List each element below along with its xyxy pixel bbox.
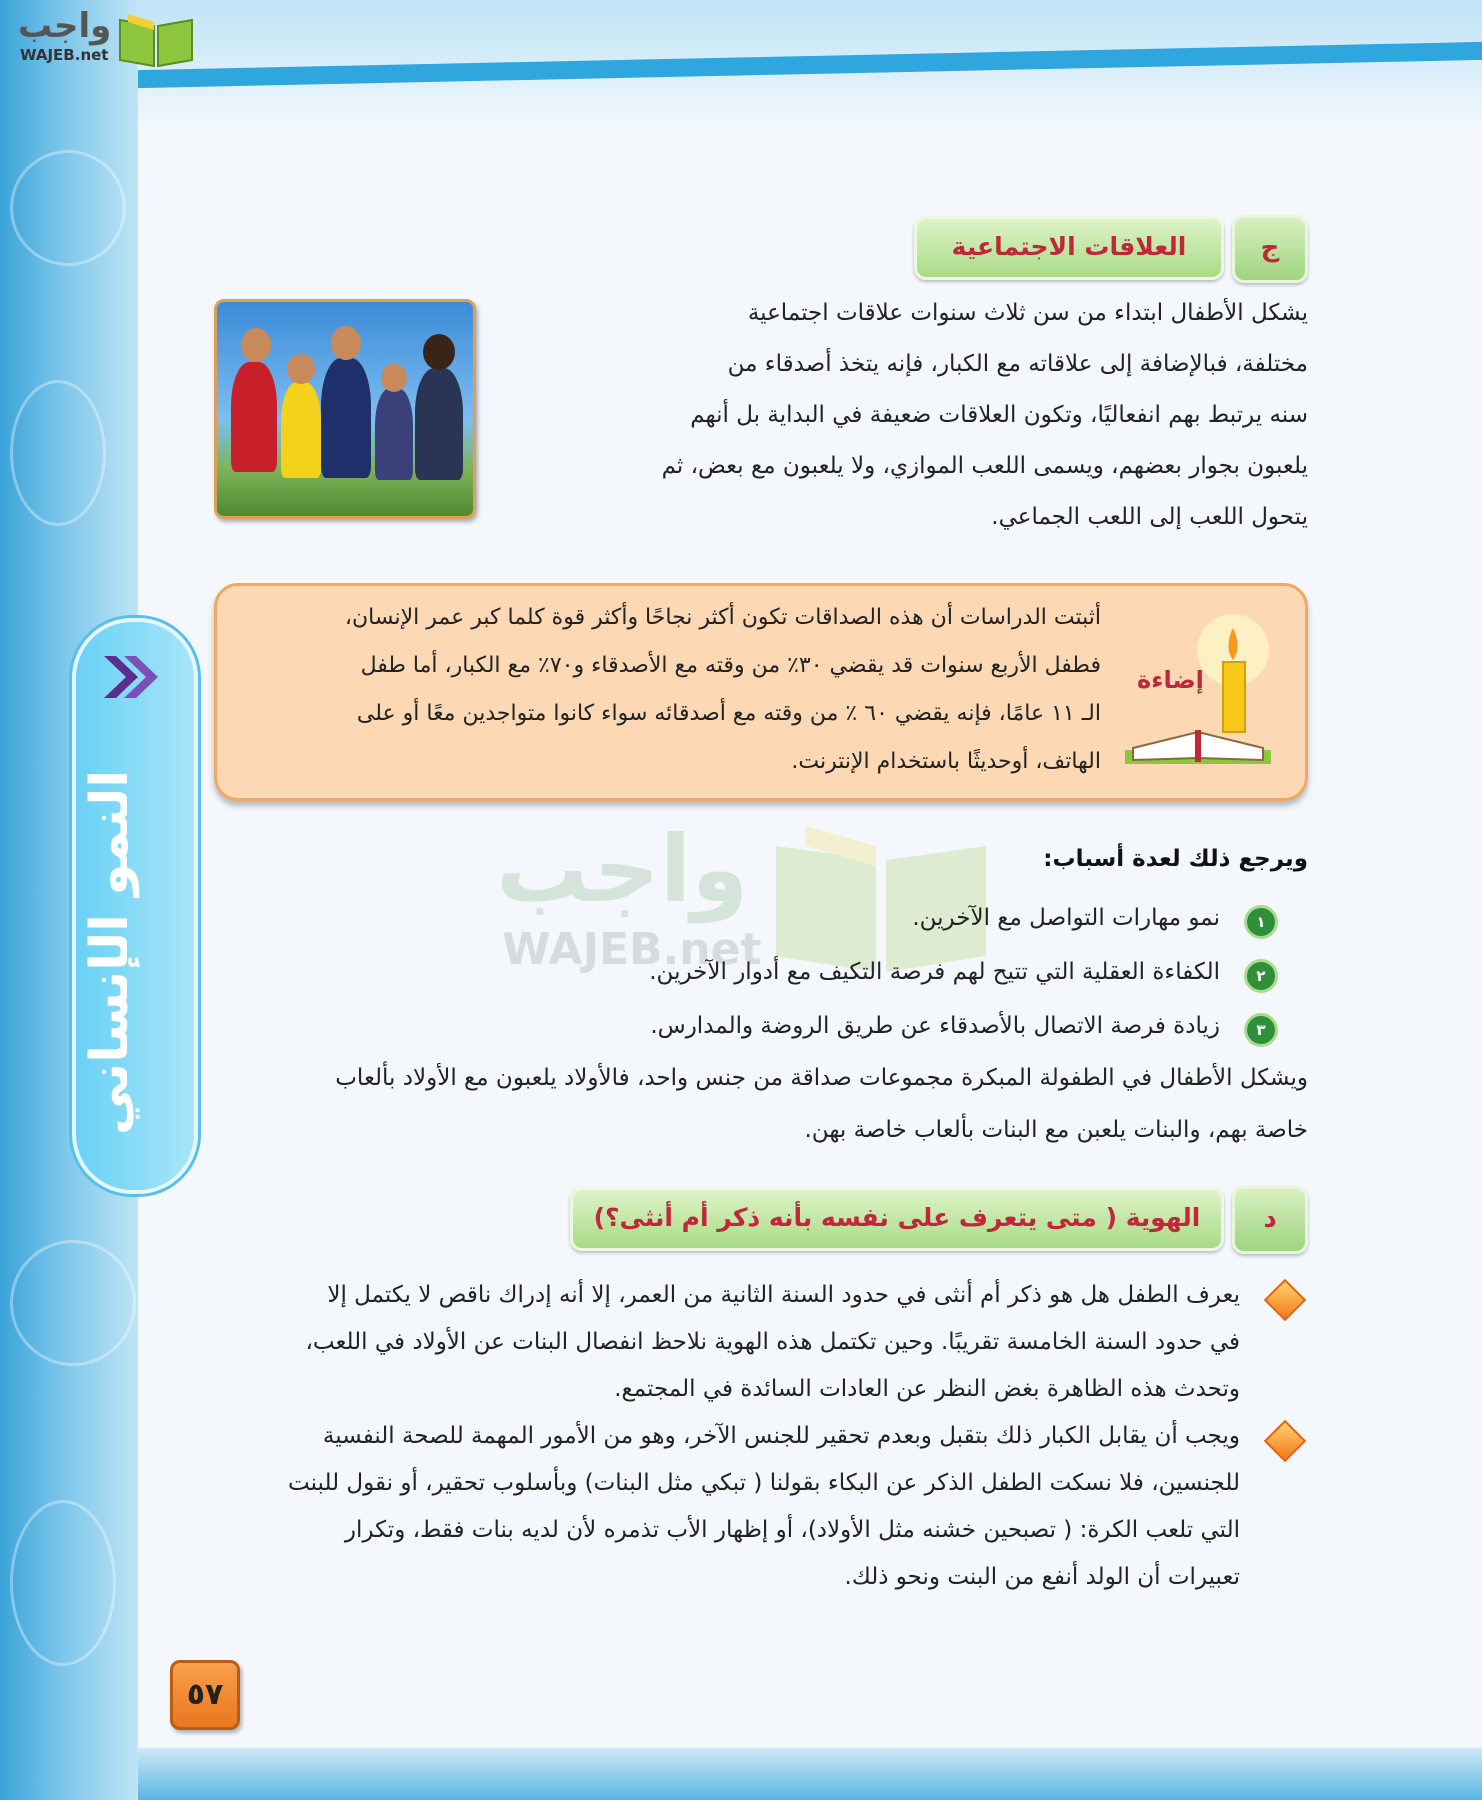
- photo-figure: [415, 368, 463, 480]
- text-line: تعبيرات أن الولد أنفع من البنت ونحو ذلك.: [844, 1564, 1240, 1590]
- reasons-after-text: [214, 1052, 1308, 1156]
- logo-sub: WAJEB.net: [20, 46, 109, 64]
- text-line: وتحدث هذه الظاهرة بغض النظر عن العادات السائدة في المجتمع.: [614, 1376, 1240, 1402]
- bottom-band: [138, 1748, 1482, 1800]
- logo-word: واجب: [18, 6, 112, 46]
- text-line: ويشكل الأطفال في الطفولة المبكرة مجموعات صداقة من جنس واحد، فالأولاد يلعبون مع الأولاد بألعاب: [335, 1065, 1308, 1091]
- text-line: مختلفة، فبالإضافة إلى علاقاته مع الكبار، فإنه يتخذ أصدقاء من: [727, 351, 1308, 377]
- text-line: يتحول اللعب إلى اللعب الجماعي.: [991, 504, 1308, 530]
- reason-item: زيادة فرصة الاتصال بالأصدقاء عن طريق الروضة والمدارس.: [650, 1013, 1220, 1039]
- section-c-text: [604, 288, 1308, 543]
- photo-figure: [375, 388, 413, 480]
- section-d-bullet-1: [210, 1272, 1240, 1413]
- swirl-ornament: [10, 150, 126, 266]
- watermark-word: واجب: [496, 816, 749, 923]
- swirl-ornament: [10, 1500, 116, 1666]
- note-label: إضاءة: [1137, 666, 1204, 694]
- section-d-bullet-2: [210, 1413, 1240, 1601]
- text-line: يشكل الأطفال ابتداء من سن ثلاث سنوات علاقات اجتماعية: [747, 300, 1308, 326]
- text-line: التي تلعب الكرة: ( تصبحين خشنه مثل الأولاد)، أو إظهار الأب تذمره لأن لديه بنات فقط، وتكرار: [344, 1517, 1240, 1543]
- children-playing-photo: [214, 299, 476, 519]
- reason-item: نمو مهارات التواصل مع الآخرين.: [912, 905, 1220, 931]
- photo-figure-head: [331, 326, 361, 360]
- photo-figure-head: [287, 354, 315, 384]
- chevron-double-icon: [100, 652, 164, 702]
- page-number: ٥٧: [170, 1660, 240, 1730]
- section-c-title: العلاقات الاجتماعية: [914, 216, 1224, 280]
- watermark-sub: WAJEB.net: [502, 924, 762, 975]
- highlight-note-box: [214, 583, 1308, 801]
- swirl-ornament: [10, 1240, 136, 1366]
- note-text: [241, 594, 1101, 786]
- section-d-letter: د: [1232, 1186, 1308, 1254]
- note-line: فطفل الأربع سنوات قد يقضي ٣٠٪ من وقته مع الأصدقاء و٧٠٪ مع الكبار، أما طفل: [360, 653, 1101, 678]
- chapter-title: النمو الإنساني: [80, 769, 140, 1135]
- section-d-title: الهوية ( متى يتعرف على نفسه بأنه ذكر أم أنثى؟): [570, 1187, 1224, 1251]
- reason-number: ٣: [1244, 1013, 1278, 1047]
- book-logo-icon: [116, 10, 196, 68]
- text-line: يعرف الطفل هل هو ذكر أم أنثى في حدود السنة الثانية من العمر، إلا أنه إدراك ناقص لا يكتمل إلا: [327, 1282, 1240, 1308]
- photo-figure: [281, 382, 321, 478]
- reasons-heading: ويرجع ذلك لعدة أسباب:: [1043, 846, 1308, 872]
- chapter-tab[interactable]: [72, 618, 198, 1194]
- section-c-letter: ج: [1232, 215, 1308, 283]
- text-line: ويجب أن يقابل الكبار ذلك بتقبل وبعدم تحقير للجنس الآخر، وهو من الأمور المهمة للصحة النفسية: [322, 1423, 1240, 1449]
- photo-figure-head: [241, 328, 271, 362]
- reason-number: ٢: [1244, 959, 1278, 993]
- text-line: خاصة بهم، والبنات يلعبن مع البنات بألعاب خاصة بهن.: [804, 1117, 1308, 1143]
- candle-book-icon: [1123, 610, 1273, 780]
- text-line: في حدود السنة الخامسة تقريبًا. وحين تكتمل هذه الهوية نلاحظ انفصال البنات عن الأولاد في اللعب،: [305, 1329, 1240, 1355]
- reason-item: الكفاءة العقلية التي تتيح لهم فرصة التكيف مع أدوار الآخرين.: [649, 959, 1220, 985]
- photo-figure: [231, 362, 277, 472]
- note-line: الهاتف، أوحديثًا باستخدام الإنترنت.: [791, 749, 1101, 774]
- note-line: أثبتت الدراسات أن هذه الصداقات تكون أكثر نجاحًا وأكثر قوة كلما كبر عمر الإنسان،: [344, 605, 1101, 630]
- site-logo[interactable]: [8, 6, 188, 66]
- photo-figure-head: [381, 364, 407, 392]
- photo-figure-head: [423, 334, 455, 370]
- text-line: للجنسين، فلا نسكت الطفل الذكر عن البكاء بقولنا ( تبكي مثل البنات) وبأسلوب تحقير، أو نقول للبنت: [288, 1470, 1240, 1496]
- reason-number: ١: [1244, 905, 1278, 939]
- note-line: الـ ١١ عامًا، فإنه يقضي ٦٠ ٪ من وقته مع أصدقائه سواء كانوا متواجدين معًا أو على: [356, 701, 1101, 726]
- photo-figure: [321, 358, 371, 478]
- text-line: سنه يرتبط بهم انفعاليًا، وتكون العلاقات ضعيفة في البداية بل أنهم: [690, 402, 1308, 428]
- text-line: يلعبون بجوار بعضهم، ويسمى اللعب الموازي، ولا يلعبون مع بعض، ثم: [661, 453, 1308, 479]
- swirl-ornament: [10, 380, 106, 526]
